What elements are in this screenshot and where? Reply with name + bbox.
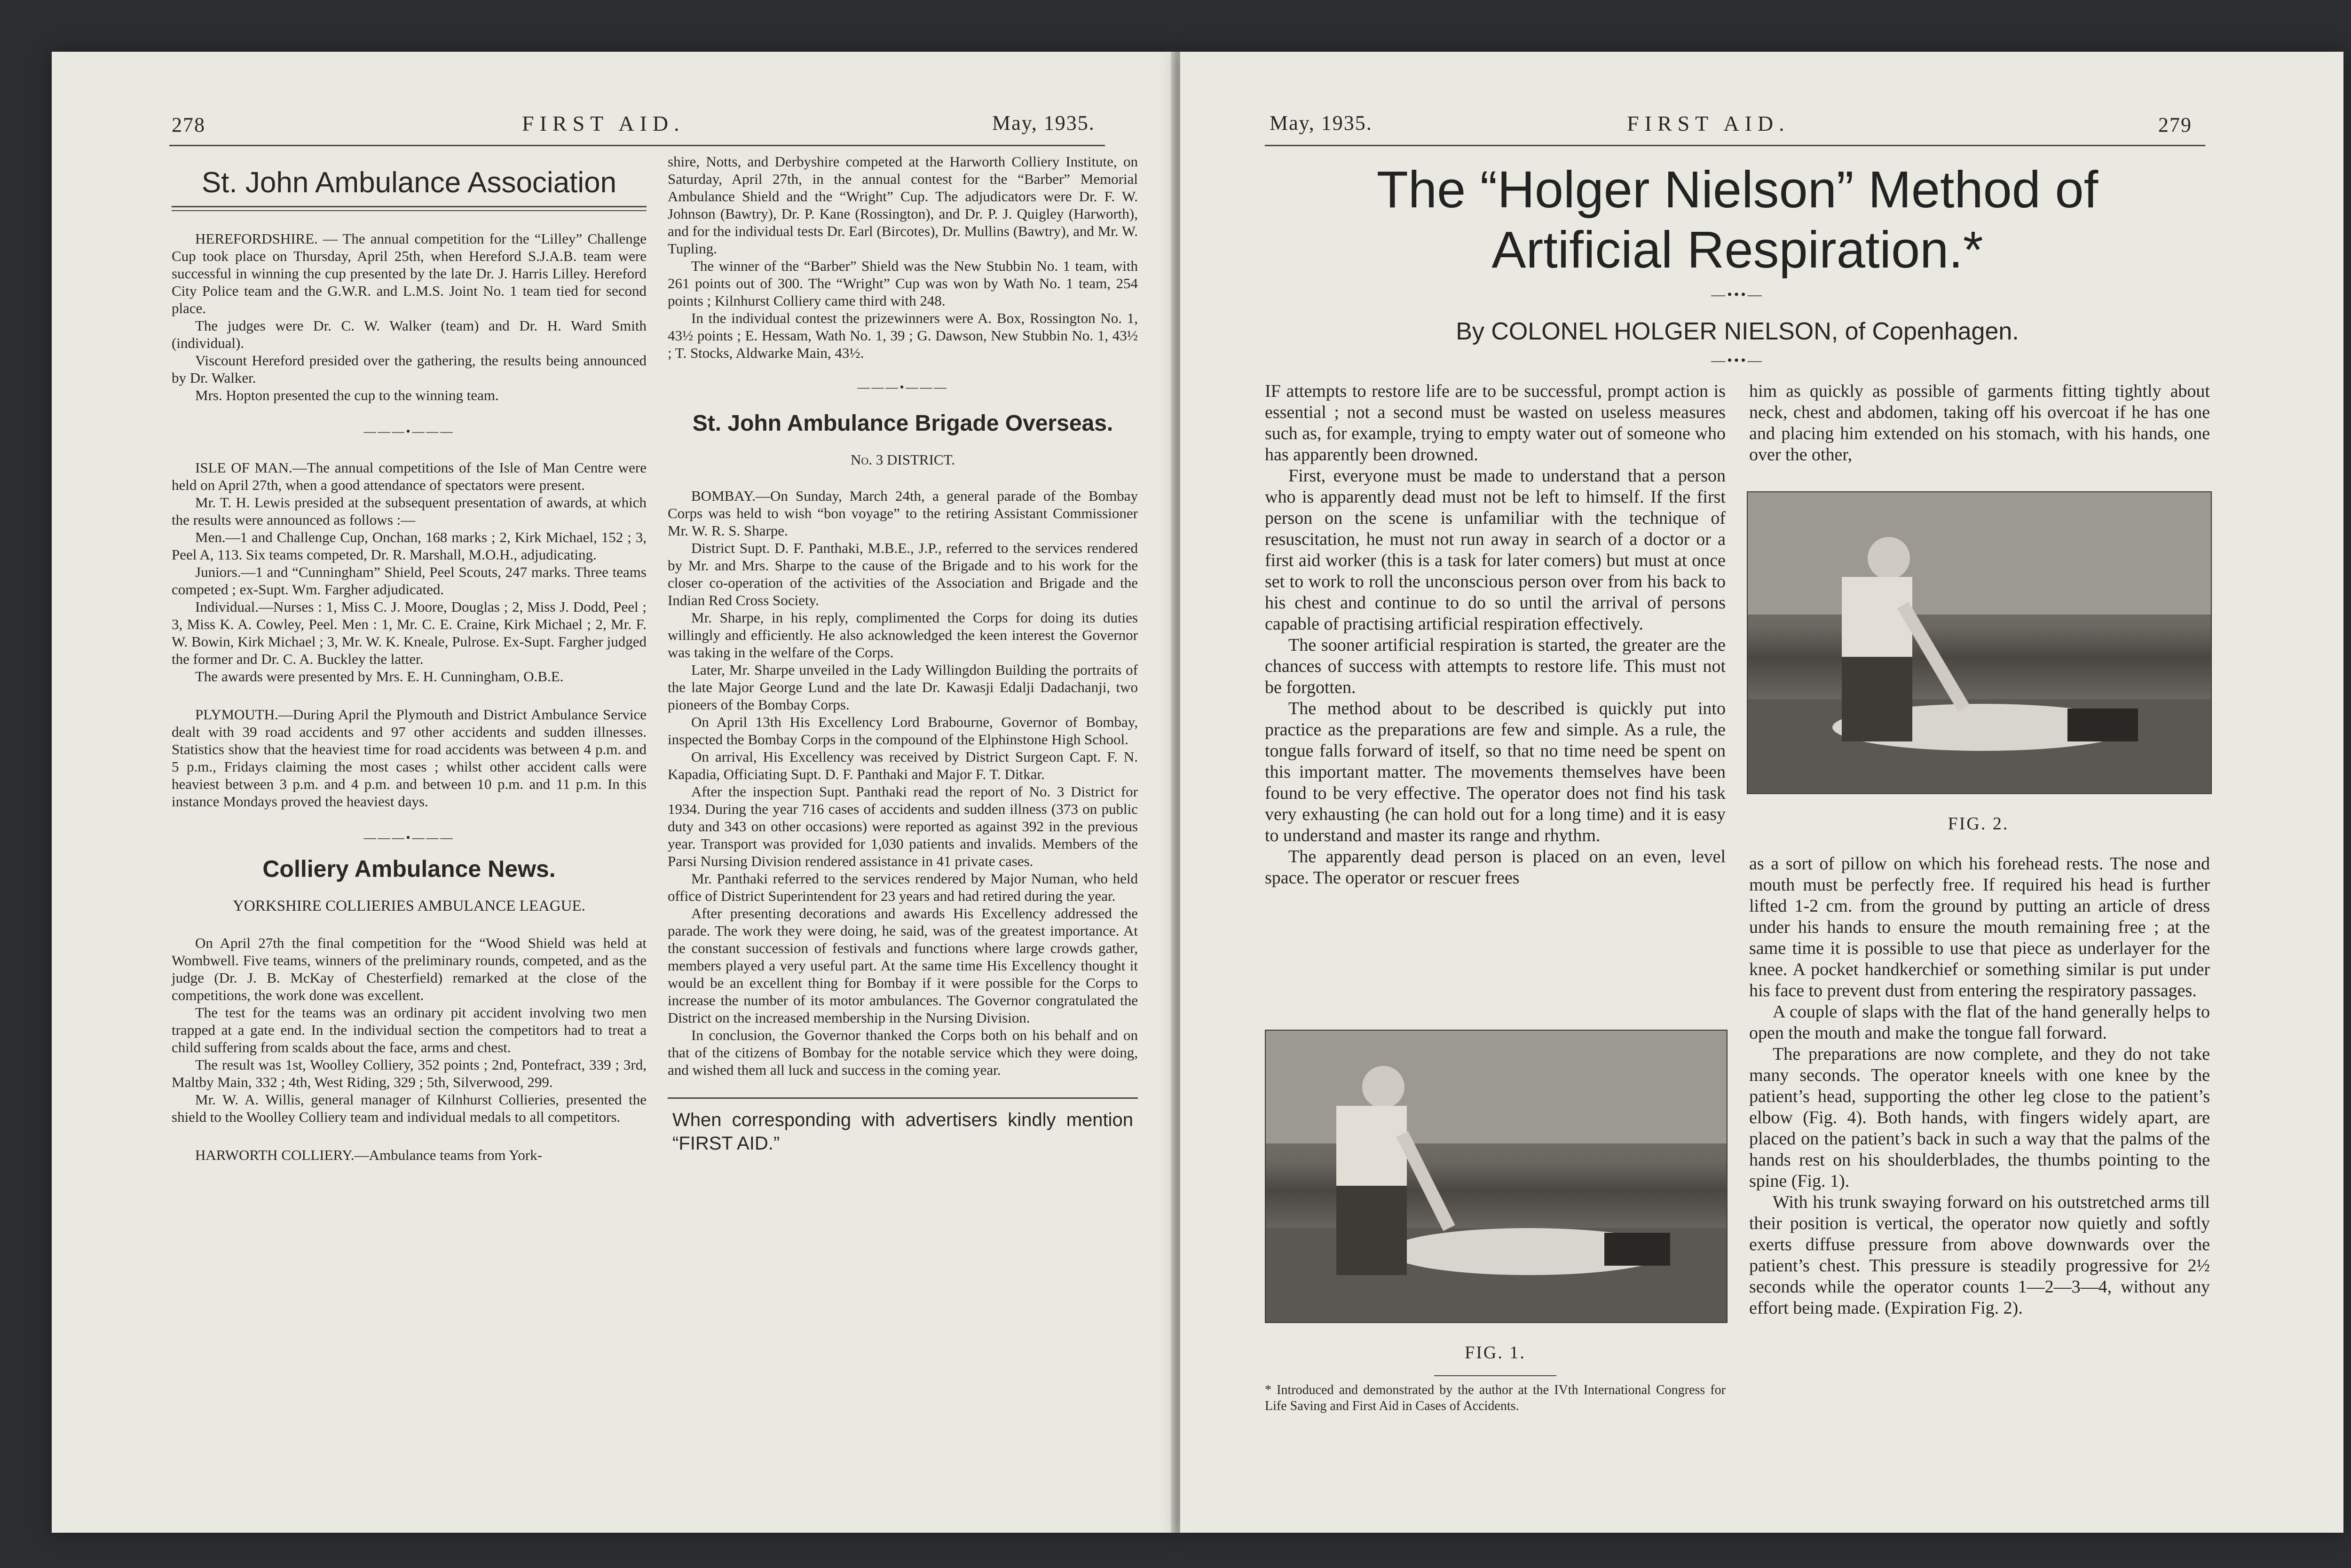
separator: ———•———	[363, 425, 455, 438]
advert-text: When corresponding with advertisers kindly mention “FIRST AID.”	[672, 1110, 1133, 1154]
paragraph: HARWORTH COLLIERY.—Ambulance teams from York-	[195, 1147, 543, 1163]
issue-date: May, 1935.	[992, 111, 1095, 134]
overseas-title: St. John Ambulance Brigade Overseas.	[692, 411, 1113, 436]
district-heading: No. 3 DISTRICT.	[851, 451, 955, 468]
paragraph: With his trunk swaying forward on his outstretched arms till their position is vertical, the operator now quietly and softly exerts diffuse pressure from above downwards over the patient’s chest. This pressure is steadily progressive for 2½ seconds while the operator counts 1—2—3—4, without any effort being made. (Expiration Fig. 2).	[1749, 1192, 2210, 1318]
separator: ———•———	[857, 380, 948, 394]
paragraph: Mr. T. H. Lewis presided at the subsequent presentation of awards, at which the results were announced as follows :—	[172, 494, 647, 528]
paragraph: PLYMOUTH.—During April the Plymouth and District Ambulance Service dealt with 39 road accidents and 97 other accidents and sudden illnesses. Statistics show that the heaviest time for road accidents was between 4 p.m. and 5 p.m., Fridays claiming the most cases ; whilst other accident calls were heaviest between 3 p.m. and 4 p.m. and between 10 p.m. and 11 p.m. In this instance Mondays proved the heaviest days.	[172, 706, 647, 810]
title-line-2: Artificial Respiration.*	[1491, 221, 1983, 279]
figure-2-photo	[1747, 491, 2212, 794]
page-number: 278	[172, 113, 205, 136]
paragraph: IF attempts to restore life are to be successful, prompt action is essential ; not a second must be wasted on useless measures such as, for example, trying to empty water out of someone who has apparently been drowned.	[1265, 381, 1726, 465]
header-rule	[169, 145, 1105, 146]
colliery-subtitle: YORKSHIRE COLLIERIES AMBULANCE LEAGUE.	[233, 898, 585, 914]
paragraph: In the individual contest the prizewinners were A. Box, Rossington No. 1, 43½ points ; E. Hessam, Wath No. 1, 39 ; G. Dawson, New Stubbin No. 1, 43½ ; T. Stocks, Aldwarke Main, 43½.	[668, 310, 1138, 361]
right-column-2-top: him as quickly as possible of garments fitting tightly about neck, chest and abdomen, taking off his overcoat if he has one and placing him extended on his stomach, with his hands, one over the other,	[1749, 381, 2210, 465]
figure-1-illustration	[1266, 1031, 1727, 1322]
page-number: 279	[2158, 113, 2192, 136]
advert-box	[668, 1097, 1138, 1155]
article-title	[1265, 160, 2210, 280]
paragraph: On April 27th the final competition for the “Wood Shield was held at Wombwell. Five teams, winners of the preliminary rounds, competed, and as the judge (Dr. J. B. McKay of Chesterfield) remarked at the close of the competitions, the work done was excellent.	[172, 935, 647, 1003]
running-title: FIRST AID.	[1627, 111, 1790, 135]
left-column-2	[668, 153, 1138, 1155]
running-title: FIRST AID.	[522, 111, 685, 135]
paragraph: Mr. Panthaki referred to the services rendered by Major Numan, who held office of District Superintendent for 23 years and had retired during the year.	[668, 870, 1138, 904]
separator: —•••—	[1711, 287, 1764, 302]
paragraph: Juniors.—1 and “Cunningham” Shield, Peel Scouts, 247 marks. Three teams competed ; ex-Supt. Wm. Fargher adjudicated.	[172, 564, 647, 598]
paragraph: The preparations are now complete, and they do not take many seconds. The operator kneels with one knee by the patient’s head, supporting the other leg close to the patient’s elbow (Fig. 4). Both hands, with fingers widely apart, are placed on the patient’s back in such a way that the palms of the hands rest on his shoulderblades, the thumbs pointing to the spine (Fig. 1).	[1749, 1044, 2210, 1191]
paragraph: BOMBAY.—On Sunday, March 24th, a general parade of the Bombay Corps was held to wish “bon voyage” to the retiring Assistant Commissioner Mr. W. R. S. Sharpe.	[668, 488, 1138, 539]
byline: By COLONEL HOLGER NIELSON, of Copenhagen.	[1456, 318, 2019, 345]
paragraph: After presenting decorations and awards His Excellency addressed the parade. The work they were doing, he said, was of the greatest importance. At the constant succession of festivals and functions where large crowds gather, members played a very useful part. At the same time His Excellency thought it would be an excellent thing for Bombay if it were possible for the Corps to increase the number of its motor ambulances. The Governor congratulated the District on the increased membership in the Nursing Division.	[668, 905, 1138, 1026]
paragraph: ISLE OF MAN.—The annual competitions of the Isle of Man Centre were held on April 27th, when a good attendance of spectators were present.	[172, 459, 647, 493]
right-column-2-bottom	[1749, 853, 2210, 1319]
paragraph: as a sort of pillow on which his forehead rests. The nose and mouth must be perfectly free. If required his head is further lifted 1-2 cm. from the ground by putting an article of dress under his hands to ensure the mouth remaining free ; at the same time it is possible to use that piece as underlayer for the knee. A pocket handkerchief or something similar is put under his face to prevent dust from entering the respiratory passages.	[1749, 854, 2210, 1001]
right-page	[1180, 52, 2343, 1533]
paragraph: The judges were Dr. C. W. Walker (team) and Dr. H. Ward Smith (individual).	[172, 317, 647, 351]
paragraph: The sooner artificial respiration is started, the greater are the chances of success with attempts to restore life. This must not be forgotten.	[1265, 635, 1726, 697]
paragraph: After the inspection Supt. Panthaki read the report of No. 3 District for 1934. During the year 716 cases of accidents and sudden illness (373 on public duty and 343 on other occasions) were reported as against 392 in the previous year. Transport was provided for 1,030 patients and invalids. Members of the Parsi Nursing Division rendered assistance in 41 private cases.	[668, 783, 1138, 869]
paragraph: The result was 1st, Woolley Colliery, 352 points ; 2nd, Pontefract, 339 ; 3rd, Maltby Main, 332 ; 4th, West Riding, 329 ; 5th, Silverwood, 299.	[172, 1056, 647, 1090]
left-page	[52, 52, 1173, 1533]
paragraph: The test for the teams was an ordinary pit accident involving two men trapped at a gate end. In the individual section the competitors had to treat a child suffering from scalds about the face, arms and chest.	[172, 1004, 647, 1056]
figure-1-photo	[1265, 1030, 1728, 1323]
title-line-1: The “Holger Nielson” Method of	[1376, 161, 2099, 219]
paragraph: On April 13th His Excellency Lord Brabourne, Governor of Bombay, inspected the Bombay Corps in the compound of the Elphinstone High School.	[668, 714, 1138, 748]
paragraph: The winner of the “Barber” Shield was the New Stubbin No. 1 team, with 261 points out of 300. The “Wright” Cup was won by Wath No. 1 team, 254 points ; Kilnhurst Colliery came third with 248.	[668, 258, 1138, 309]
paragraph: The apparently dead person is placed on an even, level space. The operator or rescuer frees	[1265, 847, 1726, 888]
paragraph: Viscount Hereford presided over the gathering, the results being announced by Dr. Walker.	[172, 352, 647, 386]
right-column-1	[1265, 381, 1726, 889]
paragraph: shire, Notts, and Derbyshire competed at the Harworth Colliery Institute, on Saturday, April 27th, in the annual contest for the “Barber” Memorial Ambulance Shield and the “Wright” Cup. The adjudicators were Dr. F. W. Johnson (Bawtry), Dr. P. Kane (Rossington), and Dr. P. J. Quigley (Harworth), and for the individual tests Dr. Earl (Bircotes), Dr. Mullins (Bawtry), and Mr. W. Tupling.	[668, 153, 1138, 257]
paragraph: Mrs. Hopton presented the cup to the winning team.	[195, 387, 499, 403]
separator: —•••—	[1711, 353, 1764, 368]
issue-date: May, 1935.	[1270, 111, 1373, 134]
left-column-1	[172, 165, 647, 1164]
figure-1-caption: FIG. 1.	[1465, 1343, 1526, 1363]
paragraph: A couple of slaps with the flat of the hand generally helps to open the mouth and make the tongue fall forward.	[1749, 1002, 2210, 1043]
paragraph: First, everyone must be made to understand that a person who is apparently dead must not be left to himself. If the first person on the scene is unfamiliar with the technique of resuscitation, he must not run away in search of a doctor or a first aid worker (this is a task for later comers) but must at once set to work to roll the unconscious person over from his back to his chest and continue to do so until the arrival of persons capable of practising artificial respiration effectively.	[1265, 466, 1726, 634]
title-rule	[172, 206, 647, 211]
paragraph: Mr. Sharpe, in his reply, complimented the Corps for doing its duties willingly and efficiently. He also acknowledged the keen interest the Governor was taking in the welfare of the Corps.	[668, 609, 1138, 661]
paragraph: The awards were presented by Mrs. E. H. Cunningham, O.B.E.	[195, 668, 564, 685]
figure-2-caption: FIG. 2.	[1948, 814, 2009, 834]
sja-title: St. John Ambulance Association	[201, 166, 617, 199]
header-rule	[1265, 145, 2205, 146]
paragraph: In conclusion, the Governor thanked the Corps both on his behalf and on that of the citizens of Bombay for the notable service which they were doing, and wished them all luck and success in the coming year.	[668, 1027, 1138, 1078]
colliery-title: Colliery Ambulance News.	[262, 856, 556, 882]
footnote: * Introduced and demonstrated by the author at the IVth International Congress for Life Saving and First Aid in Cases of Accidents.	[1265, 1383, 1726, 1413]
footnote-rule	[1434, 1375, 1556, 1376]
paragraph: Individual.—Nurses : 1, Miss C. J. Moore, Douglas ; 2, Miss J. Dodd, Peel ; 3, Miss K. A. Cowley, Peel. Men : 1, Mr. C. E. Craine, Kirk Michael ; 2, Mr. F. W. Bowin, Kirk Michael ; 3, Mr. W. K. Kneale, Pulrose. Ex-Supt. Fargher judged the former and Dr. C. A. Buckley the latter.	[172, 599, 647, 667]
paragraph: Later, Mr. Sharpe unveiled in the Lady Willingdon Building the portraits of the late Major George Lund and the late Dr. Kawasji Edalji Dadachanji, two pioneers of the Bombay Corps.	[668, 662, 1138, 713]
paragraph: District Supt. D. F. Panthaki, M.B.E., J.P., referred to the services rendered by Mr. and Mrs. Sharpe to the cause of the Brigade and to his work for the closer co-operation of the activities of the Association and Brigade and the Indian Red Cross Society.	[668, 540, 1138, 608]
paragraph: On arrival, His Excellency was received by District Surgeon Capt. F. N. Kapadia, Officiating Supt. D. F. Panthaki and Major F. T. Ditkar.	[668, 749, 1138, 782]
paragraph: The method about to be described is quickly put into practice as the preparations are few and simple. As a rule, the tongue falls forward of itself, so that no time need be spent on this important matter. The movements themselves have been found to be very effective. The operator does not find his task very exhausting (he can hold out for a long time) and it is easy to understand and master its range and rhythm.	[1265, 699, 1726, 845]
paragraph: HEREFORDSHIRE. — The annual competition for the “Lilley” Challenge Cup took place on Thursday, April 25th, when Hereford S.J.A.B. team were successful in winning the cup presented by the late Dr. J. Harris Lilley. Hereford City Police team and the G.W.R. and L.M.S. Joint No. 1 team tied for second place.	[172, 230, 647, 316]
paragraph: Men.—1 and Challenge Cup, Onchan, 168 marks ; 2, Kirk Michael, 152 ; 3, Peel A, 113. Six teams competed, Dr. R. Marshall, M.O.H., adjudicating.	[172, 529, 647, 563]
paragraph: Mr. W. A. Willis, general manager of Kilnhurst Collieries, presented the shield to the Woolley Colliery team and individual medals to all competitors.	[172, 1091, 647, 1125]
separator: ———•———	[363, 831, 455, 844]
figure-2-illustration	[1748, 492, 2211, 793]
